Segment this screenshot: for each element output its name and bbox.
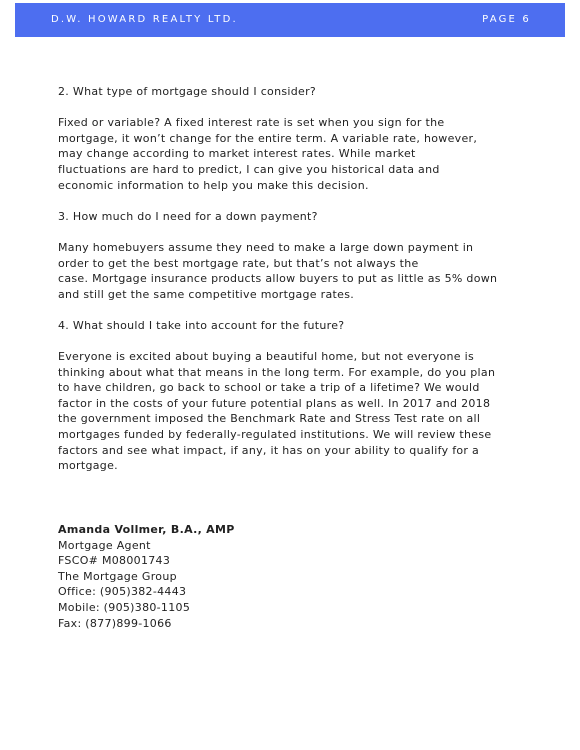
signature-block bbox=[58, 522, 458, 631]
fsco-number: FSCO# M08001743 bbox=[58, 554, 171, 568]
answer-3: Many homebuyers assume they need to make a large down payment in order to get the best mortgage rate, but that’s not always the case. Mortgage insurance products allow buyers to put as little as 5% down and still get the same competitive mortgage rates. bbox=[58, 240, 498, 301]
question-2: 2. What type of mortgage should I consider? bbox=[58, 85, 317, 98]
agent-company: The Mortgage Group bbox=[58, 569, 177, 583]
fax-number: Fax: (877)899-1066 bbox=[58, 616, 172, 630]
company-name: D.W. HOWARD REALTY LTD. bbox=[51, 14, 238, 25]
page-number: PAGE 6 bbox=[482, 14, 531, 25]
mobile-phone: Mobile: (905)380-1105 bbox=[58, 600, 191, 614]
question-3: 3. How much do I need for a down payment? bbox=[58, 209, 318, 223]
office-phone: Office: (905)382-4443 bbox=[58, 585, 187, 599]
question-4: 4. What should I take into account for the future? bbox=[58, 318, 345, 332]
page-header bbox=[15, 3, 565, 37]
answer-4: Everyone is excited about buying a beautiful home, but not everyone is thinking about what that means in the long term. For example, do you plan to have children, go back to school or take a trip of a lifetime? We would factor in the costs of your future potential plans as well. In 2017 and 2018 the government imposed the Benchmark Rate and Stress Test rate on all mortgages funded by federally-regulated institutions. We will review these factors and see what impact, if any, it has on your ability to qualify for a mortgage. bbox=[58, 350, 496, 473]
agent-name: Amanda Vollmer, B.A., AMP bbox=[58, 523, 235, 536]
answer-2: Fixed or variable? A fixed interest rate is set when you sign for the mortgage, it won’t change for the entire term. A variable rate, however, may change according to market interest rates. While market fluctuations are hard to predict, I can give you historical data and economic information to help you make this decision. bbox=[58, 116, 478, 192]
faq-content bbox=[58, 84, 528, 474]
agent-title: Mortgage Agent bbox=[58, 538, 151, 552]
